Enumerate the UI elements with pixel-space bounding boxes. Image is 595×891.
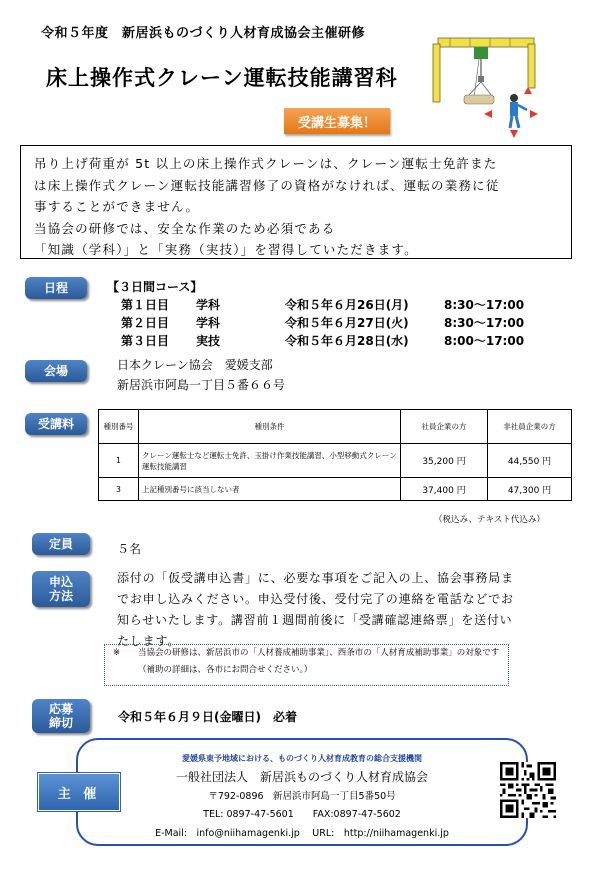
table-cell: 44,550 円 xyxy=(488,444,572,478)
subsidy-note xyxy=(104,644,509,686)
table-header: 非社員企業の方 xyxy=(488,410,572,444)
organizer-tel-fax: TEL: 0897-47-5601 FAX:0897-47-5602 xyxy=(203,809,401,820)
intro-line: は床上操作式クレーン運転技能講習修了の資格がなければ、運転の業務に従 xyxy=(34,177,500,193)
table-header: 社員企業の方 xyxy=(401,410,488,444)
table-cell: 47,300 円 xyxy=(488,478,572,501)
course-type: 【３日間コース】 xyxy=(107,280,203,294)
fee-note: （税込み、テキスト代込み） xyxy=(434,515,545,525)
intro-line: 事することができません。 xyxy=(34,199,200,214)
organizer-address: 〒792-0896 新居浜市阿島一丁目5番50号 xyxy=(208,791,396,802)
schedule-time: 8:30～17:00 xyxy=(444,298,525,312)
qr-code-icon xyxy=(500,762,556,818)
capacity-value: ５名 xyxy=(117,542,142,556)
organizer-name: 一般社団法人 新居浜ものづくり人材育成協会 xyxy=(175,770,428,784)
organizer-tagline: 愛媛県東予地域における、ものづくり人材育成教育の総合支援機関 xyxy=(182,754,422,763)
application-label-text: 申込方法 xyxy=(48,575,73,603)
schedule-date: 令和５年６月26日(月) xyxy=(285,298,409,312)
table-cell: 37,400 円 xyxy=(401,478,488,501)
schedule-date: 令和５年６月28日(水) xyxy=(285,334,409,348)
schedule-day: 第３日目 xyxy=(121,334,170,348)
table-cell: クレーン運転士など運転士免許、玉掛け作業技能講習、小型移動式クレーン運転技能講習 xyxy=(139,444,401,478)
deadline-value: 令和５年６月９日(金曜日) 必着 xyxy=(118,710,297,724)
intro-box xyxy=(20,145,572,259)
schedule-date: 令和５年６月27日(火) xyxy=(285,316,409,330)
intro-line: 「知識（学科）」と「実務（実技）」を習得していただきます。 xyxy=(34,242,418,257)
schedule-type: 学科 xyxy=(196,298,221,312)
organizer-label: 主 催 xyxy=(38,773,120,811)
schedule-row xyxy=(0,296,595,312)
table-cell: 35,200 円 xyxy=(401,444,488,478)
schedule-time: 8:00～17:00 xyxy=(444,334,525,348)
fee-table xyxy=(98,409,572,501)
venue-address: 新居浜市阿島一丁目５番６６号 xyxy=(117,378,286,392)
recruit-badge: 受講生募集！ xyxy=(284,108,390,134)
schedule-label: 日程 xyxy=(25,277,87,299)
intro-line: 当協会の研修では、安全な作業のため必須である xyxy=(34,220,336,236)
application-label xyxy=(32,571,90,607)
table-row xyxy=(99,478,572,501)
fee-label: 受講料 xyxy=(25,413,87,435)
table-cell: 1 xyxy=(99,444,139,478)
schedule-time: 8:30～17:00 xyxy=(444,316,525,330)
note-mark: ※ xyxy=(113,648,121,658)
deadline-label-text: 応募締切 xyxy=(48,702,73,730)
table-header: 種別番号 xyxy=(99,410,139,444)
intro-line: 吊り上げ荷重が 5t 以上の床上操作式クレーンは、クレーン運転士免許また xyxy=(34,156,498,171)
schedule-type: 学科 xyxy=(196,316,221,330)
crane-illustration xyxy=(430,32,540,144)
page-title: 床上操作式クレーン運転技能講習科 xyxy=(46,66,398,90)
capacity-label: 定員 xyxy=(32,533,90,555)
venue-name: 日本クレーン協会 愛媛支部 xyxy=(117,358,273,372)
deadline-label xyxy=(32,699,90,733)
course-subtitle: 令和５年度 新居浜ものづくり人材育成協会主催研修 xyxy=(41,26,366,41)
organizer-contact: E-Mail: info@niihamagenki.jp URL: http://niihamagenki.jp xyxy=(155,828,449,839)
venue-label: 会場 xyxy=(25,360,87,382)
crane-icon xyxy=(433,38,538,138)
table-header-row xyxy=(99,410,572,444)
table-cell: 3 xyxy=(99,478,139,501)
schedule-day: 第１日目 xyxy=(121,298,170,312)
note-text: 当協会の研修は、新居浜市の「人材養成補助事業」、西条市の「人材育成補助事業」の対象です（補助の詳細は、各市にお問合せください。） xyxy=(138,648,500,675)
schedule-row xyxy=(0,314,595,330)
schedule-day: 第２日目 xyxy=(121,316,170,330)
table-cell: 上記種別番号に該当しない者 xyxy=(139,478,401,501)
schedule-row xyxy=(0,332,595,348)
table-row xyxy=(99,444,572,478)
schedule-type: 実技 xyxy=(196,334,221,348)
table-header: 種別条件 xyxy=(139,410,401,444)
application-text: 添付の「仮受講申込書」に、必要な事項をご記入の上、協会事務局までお申し込みください。申込受付後、受付完了の連絡を電話などでお知らせいたします。講習前１週間前後に「受講確認連絡票」を送付いたします。 xyxy=(117,571,514,648)
